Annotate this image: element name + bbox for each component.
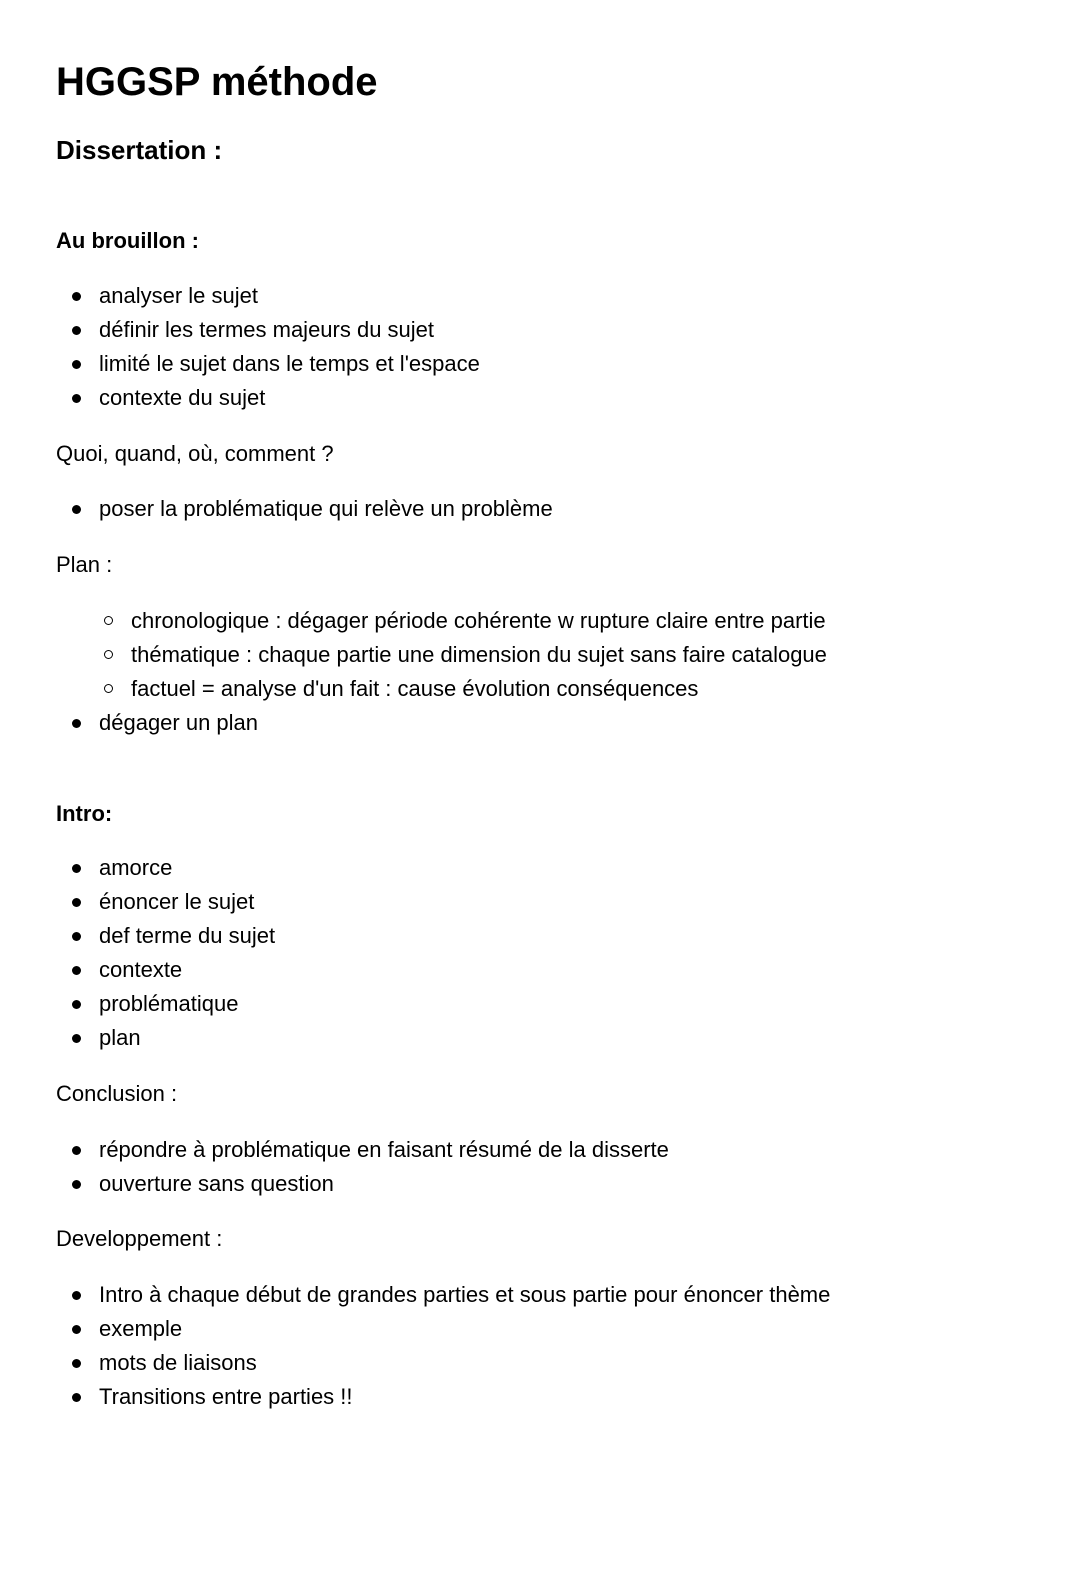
list-item: problématique [56, 989, 275, 1023]
list-item: Intro à chaque début de grandes parties et sous partie pour énoncer thème [56, 1280, 830, 1314]
list-item: limité le sujet dans le temps et l'espace [56, 349, 480, 383]
bullet-icon [72, 932, 81, 941]
bullet-icon [72, 1146, 81, 1155]
list-item: exemple [56, 1314, 830, 1348]
heading-au-brouillon: Au brouillon : [56, 228, 199, 253]
bullet-icon [72, 360, 81, 369]
section-heading-dissertation: Dissertation : [56, 135, 223, 165]
bullet-icon [72, 292, 81, 301]
problematique-list [56, 494, 553, 528]
bullet-icon [72, 394, 81, 403]
list-item: mots de liaisons [56, 1348, 830, 1382]
bullet-icon [72, 864, 81, 873]
list-item: poser la problématique qui relève un problème [56, 494, 553, 528]
bullet-icon [72, 1000, 81, 1009]
list-item: définir les termes majeurs du sujet [56, 315, 480, 349]
list-subitem: thématique : chaque partie une dimension du sujet sans faire catalogue [56, 640, 827, 674]
bullet-icon [72, 326, 81, 335]
hollow-bullet-icon [104, 650, 113, 659]
list-item: répondre à problématique en faisant résumé de la disserte [56, 1135, 669, 1169]
bullet-icon [72, 966, 81, 975]
list-item: def terme du sujet [56, 921, 275, 955]
bullet-icon [72, 1393, 81, 1402]
intro-list [56, 853, 275, 1057]
list-item: ouverture sans question [56, 1169, 669, 1203]
list-subitem: factuel = analyse d'un fait : cause évolution conséquences [56, 674, 827, 708]
list-subitem: chronologique : dégager période cohérente w rupture claire entre partie [56, 606, 827, 640]
hollow-bullet-icon [104, 684, 113, 693]
page-title: HGGSP méthode [56, 60, 378, 104]
developpement-list [56, 1280, 830, 1416]
question-text: Quoi, quand, où, comment ? [56, 441, 334, 466]
list-item: contexte du sujet [56, 383, 480, 417]
list-item: plan [56, 1023, 275, 1057]
list-item: analyser le sujet [56, 281, 480, 315]
list-item: dégager un plan [56, 708, 827, 742]
plan-list [56, 606, 827, 742]
bullet-icon [72, 1359, 81, 1368]
bullet-icon [72, 1325, 81, 1334]
conclusion-label: Conclusion : [56, 1081, 178, 1106]
hollow-bullet-icon [104, 616, 113, 625]
brouillon-list [56, 281, 480, 417]
conclusion-list [56, 1135, 669, 1203]
bullet-icon [72, 1291, 81, 1300]
list-item: énoncer le sujet [56, 887, 275, 921]
developpement-label: Developpement : [56, 1226, 223, 1251]
list-item: Transitions entre parties !! [56, 1382, 830, 1416]
bullet-icon [72, 1180, 81, 1189]
heading-intro: Intro: [56, 801, 113, 826]
plan-label: Plan : [56, 552, 113, 577]
list-item: amorce [56, 853, 275, 887]
bullet-icon [72, 505, 81, 514]
list-item: contexte [56, 955, 275, 989]
bullet-icon [72, 898, 81, 907]
bullet-icon [72, 1034, 81, 1043]
bullet-icon [72, 719, 81, 728]
